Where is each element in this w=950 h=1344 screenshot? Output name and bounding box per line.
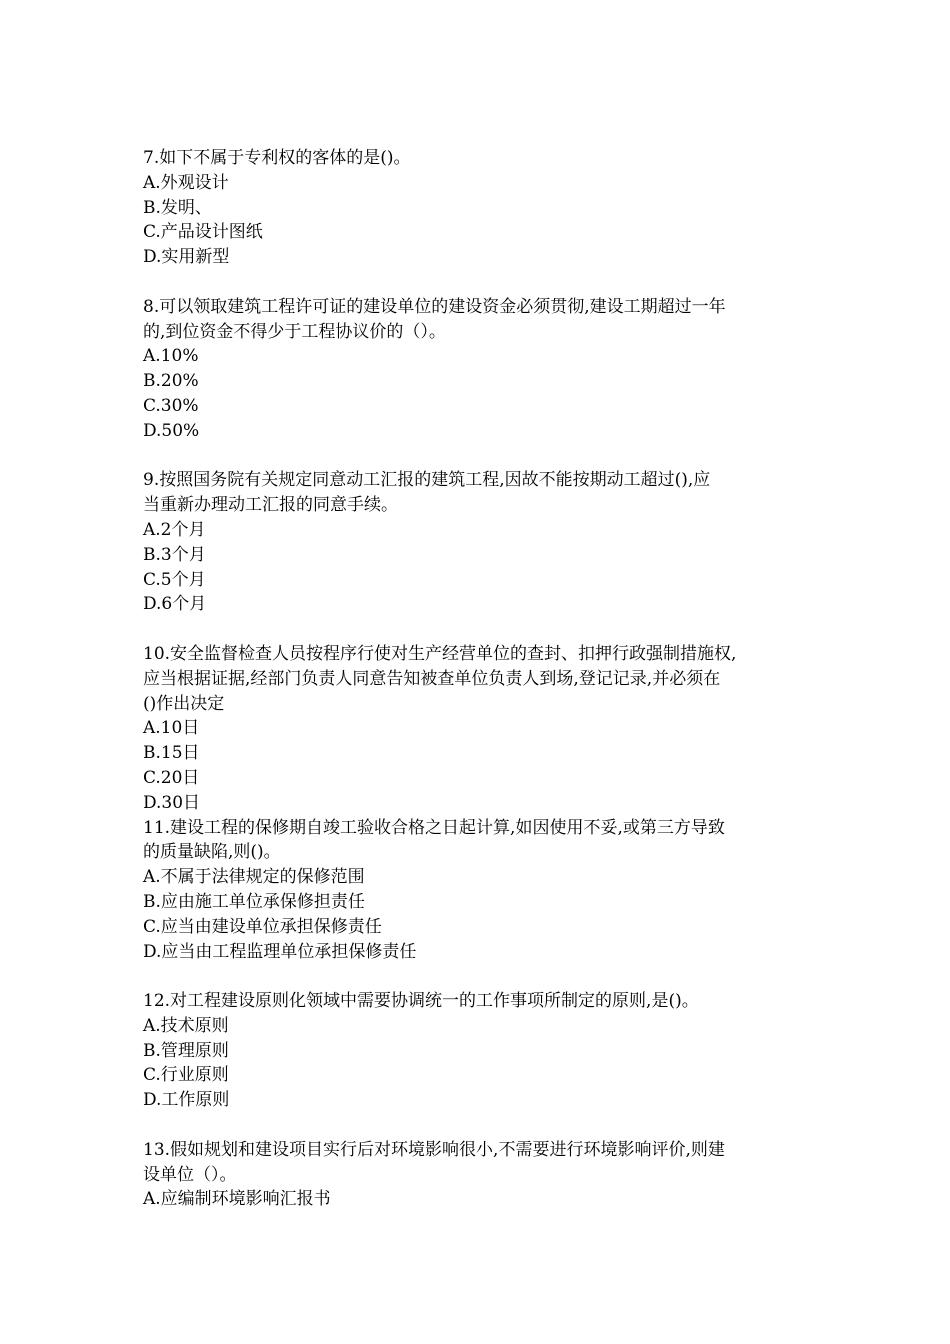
option-c: C.行业原则 [143,1065,229,1086]
option-b: B.15日 [143,743,200,764]
option-c: C.应当由建设单位承担保修责任 [143,916,382,937]
question-stem: 9.按照国务院有关规定同意动工汇报的建筑工程,因故不能按期动工超过(),应 [143,470,711,491]
option-d: D.应当由工程监理单位承担保修责任 [143,941,417,962]
question-stem: 13.假如规划和建设项目实行后对环境影响很小,不需要进行环境影响评价,则建 [143,1139,725,1160]
option-b: B.应由施工单位承保修担责任 [143,891,365,912]
option-d: D.30日 [143,792,201,813]
document-page [143,146,823,1212]
question-stem: ()作出决定 [143,693,225,714]
spacer [143,1113,823,1138]
question-10 [143,642,823,816]
option-a: A.10日 [143,718,200,739]
question-12 [143,989,823,1113]
question-7 [143,146,823,270]
option-a: A.2个月 [143,519,206,540]
option-c: C.20日 [143,767,200,788]
question-stem: 11.建设工程的保修期自竣工验收合格之日起计算,如因使用不妥,或第三方导致 [143,817,725,838]
option-a: A.不属于法律规定的保修范围 [143,867,365,888]
option-b: B.3个月 [143,544,206,565]
question-8 [143,295,823,444]
option-c: C.产品设计图纸 [143,222,263,243]
question-stem: 10.安全监督检查人员按程序行使对生产经营单位的查封、扣押行政强制措施权, [143,643,737,664]
option-d: D.工作原则 [143,1090,230,1111]
option-a: A.10% [143,346,199,367]
question-11 [143,816,823,965]
question-stem: 8.可以领取建筑工程许可证的建设单位的建设资金必须贯彻,建设工期超过一年 [143,296,726,317]
option-d: D.6个月 [143,594,207,615]
question-stem: 的质量缺陷,则()。 [143,842,281,863]
question-stem: 设单位（）。 [143,1164,237,1185]
question-stem: 12.对工程建设原则化领域中需要协调统一的工作事项所制定的原则,是()。 [143,991,699,1012]
option-a: A.应编制环境影响汇报书 [143,1189,331,1210]
option-d: D.实用新型 [143,247,230,268]
spacer [143,270,823,295]
option-a: A.技术原则 [143,1015,229,1036]
option-b: B.管理原则 [143,1040,229,1061]
option-c: C.5个月 [143,569,206,590]
option-b: B.发明、 [143,197,212,218]
question-13 [143,1138,823,1212]
question-stem: 的,到位资金不得少于工程协议价的（）。 [143,321,446,342]
spacer [143,444,823,469]
question-stem: 7.如下不属于专利权的客体的是()。 [143,148,411,168]
option-d: D.50% [143,420,200,441]
option-a: A.外观设计 [143,172,229,193]
option-b: B.20% [143,371,199,392]
question-9 [143,468,823,617]
spacer [143,617,823,642]
spacer [143,964,823,989]
question-stem: 应当根据证据,经部门负责人同意告知被查单位负责人到场,登记记录,并必须在 [143,668,721,689]
question-stem: 当重新办理动工汇报的同意手续。 [143,495,398,516]
option-c: C.30% [143,395,199,416]
